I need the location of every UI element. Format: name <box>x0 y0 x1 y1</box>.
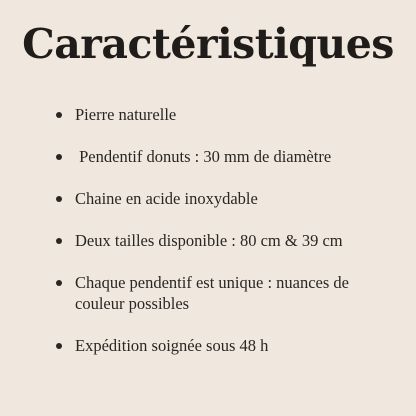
list-item <box>52 272 392 314</box>
feature-text: Pierre naturelle <box>75 105 177 124</box>
list-item <box>52 104 392 125</box>
list-item <box>52 146 392 167</box>
list-item <box>52 230 392 251</box>
bullet-icon <box>56 238 62 244</box>
feature-text: Deux tailles disponible : 80 cm & 39 cm <box>75 231 343 250</box>
feature-text: Pendentif donuts : 30 mm de diamètre <box>75 147 332 166</box>
bullet-icon <box>56 280 62 286</box>
bullet-icon <box>56 196 62 202</box>
feature-text: Chaine en acide inoxydable <box>75 189 258 208</box>
feature-text: Chaque pendentif est unique : nuances de couleur possibles <box>75 273 354 313</box>
features-list <box>52 104 392 377</box>
bullet-icon <box>56 343 62 349</box>
bullet-icon <box>56 154 62 160</box>
list-item <box>52 335 392 356</box>
page-title: Caractéristiques <box>22 20 394 68</box>
bullet-icon <box>56 112 62 118</box>
feature-text: Expédition soignée sous 48 h <box>75 336 269 355</box>
list-item <box>52 188 392 209</box>
